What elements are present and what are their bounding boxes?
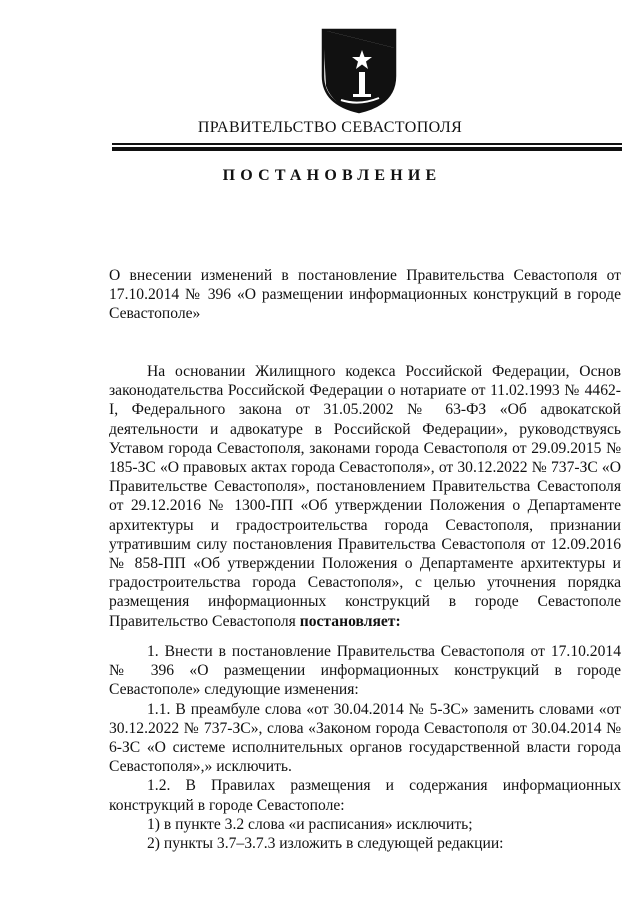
coat-of-arms-emblem — [317, 28, 401, 114]
item-1-2-2: 2) пункты 3.7–3.7.3 изложить в следующей редакции: — [147, 835, 504, 853]
preamble-block — [109, 362, 621, 631]
item-1: 1. Внести в постановление Правительства Севастополя от 17.10.2014 № 396 «О размещении информационных конструкций в городе Севастополе» следующие изменения: — [109, 643, 621, 699]
header-rule-thick — [112, 147, 622, 151]
items-block — [109, 642, 621, 853]
government-name: ПРАВИТЕЛЬСТВО СЕВАСТОПОЛЯ — [197, 119, 463, 136]
item-1-2-1: 1) в пункте 3.2 слова «и расписания» исключить; — [147, 815, 473, 833]
preamble-paragraph — [109, 362, 621, 631]
document-title-block — [109, 266, 621, 324]
header-rule-thin — [112, 143, 622, 145]
preamble-text: На основании Жилищного кодекса Российской Федерации, Основ законодательства Российской Федерации о нотариате от 11.02.1993 № 4462-I, Федерального закона от 31.05.2002 № 63-ФЗ «Об адвокатской деятельности и адвокатуре в Российской Федерации», руководствуясь Уставом города Севастополя, законами города Севастополя от 29.09.2015 № 185-ЗС «О правовых актах города Севастополя», от 30.12.2022 № 737-ЗС «О Правительстве Севастополя», постановлением Правительства Севастополя от 29.12.2016 № 1300-ПП «Об утверждении Положения о Департаменте архитектуры и градостроительства города Севастополя, признании утратившим силу постановления Правительства Севастополя от 12.09.2016 № 858-ПП «Об утверждении Положения о Департаменте архитектуры и градостроительства города Севастополя», с целью уточнения порядка размещения информационных конструкций в городе Севастополе Правительство Севастополя — [109, 363, 621, 630]
document-type: ПОСТАНОВЛЕНИЕ — [222, 167, 442, 184]
item-1-2: 1.2. В Правилах размещения и содержания информационных конструкций в городе Севастополе: — [109, 777, 621, 814]
item-1-1: 1.1. В преамбуле слова «от 30.04.2014 № 5-ЗС» заменить словами «от 30.12.2022 № 737-ЗС», слова «Законом города Севастополя от 30.04.2014 № 6-ЗС «О системе исполнительных органов государственной власти города Севастополя»,» исключить. — [109, 700, 621, 776]
decree-word: постановляет: — [299, 612, 401, 630]
document-title: О внесении изменений в постановление Правительства Севастополя от 17.10.2014 № 396 «О размещении информационных конструкций в городе Севастополе» — [109, 267, 621, 323]
